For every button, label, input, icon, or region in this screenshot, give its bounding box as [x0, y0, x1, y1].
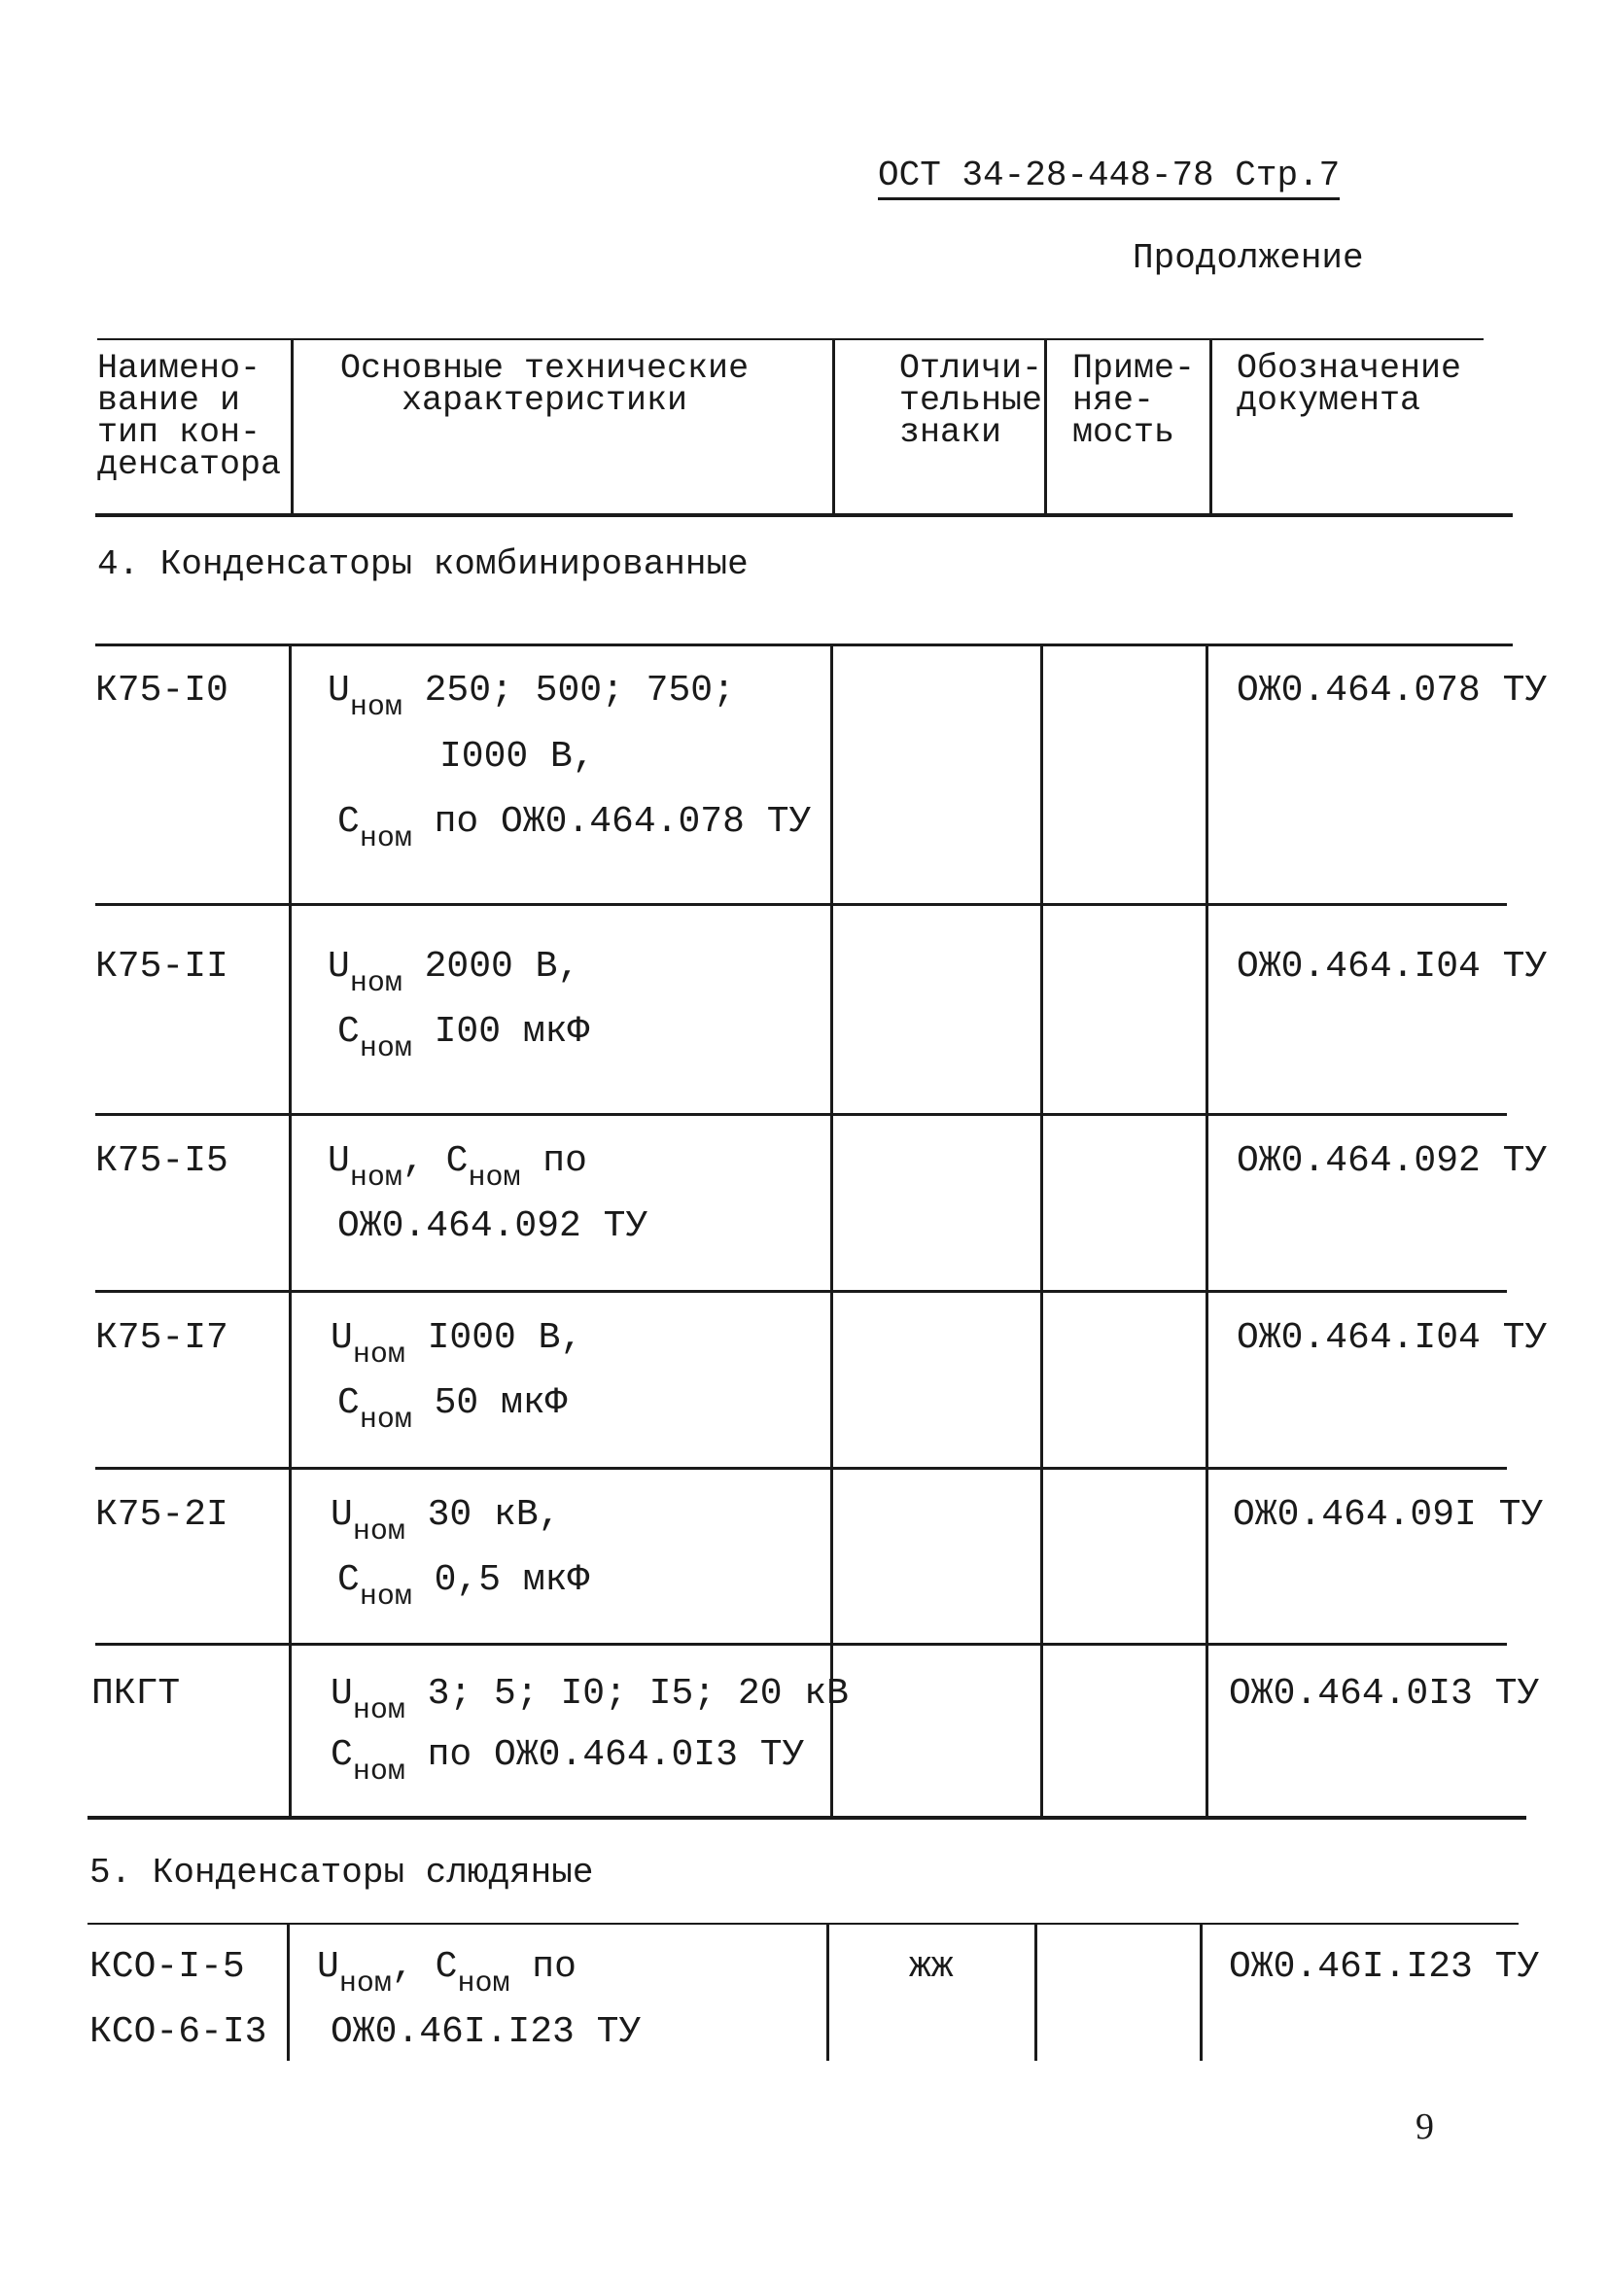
header-divider [291, 340, 294, 515]
spec-line [337, 801, 812, 855]
table-row-name: КСО-I-5 [89, 1946, 245, 1988]
spec-text: 2000 В, [402, 946, 580, 988]
subscript-nominal: ном [352, 1756, 405, 1789]
voltage-symbol: U [331, 1317, 353, 1359]
header-col-document: Обозначение документа [1237, 349, 1462, 420]
table-row-name: К75-II [95, 946, 228, 988]
header-divider [1209, 340, 1212, 515]
spec-text: 0,5 мкФ [411, 1559, 590, 1601]
spec-text: I000 В, [404, 1317, 583, 1359]
subscript-nominal: ном [338, 1967, 392, 2000]
capacitance-symbol: C [337, 1011, 360, 1053]
spec-line [328, 946, 580, 1000]
spec-line [337, 1559, 590, 1614]
subscript-nominal: ном [359, 1032, 412, 1065]
capacitance-symbol: C [331, 1734, 353, 1776]
header-col-marks: Отличи- тельные знаки [899, 349, 1043, 452]
document-code: ОЖ0.464.092 ТУ [1237, 1140, 1548, 1182]
spec-line [331, 1494, 561, 1548]
spec-text: по ОЖ0.464.0I3 ТУ [404, 1734, 805, 1776]
subscript-nominal: ном [349, 967, 402, 1000]
spec-line: I000 В, [439, 736, 595, 778]
voltage-symbol: U [331, 1673, 353, 1715]
document-code: ОЖ0.464.0I3 ТУ [1229, 1673, 1540, 1715]
capacitance-symbol: C [445, 1140, 469, 1182]
document-code: ОЖ0.464.09I ТУ [1233, 1494, 1544, 1536]
section-4-rule [95, 644, 1513, 646]
voltage-symbol: U [328, 670, 350, 712]
table-bottom-rule [87, 1816, 1526, 1820]
section-5-rule [87, 1923, 1519, 1925]
spec-line [337, 1382, 568, 1437]
spec-text: по [520, 1140, 587, 1182]
subscript-nominal: ном [359, 1581, 412, 1614]
document-code: ОЖ0.464.078 ТУ [1237, 670, 1548, 712]
spec-text: по ОЖ0.464.078 ТУ [411, 801, 812, 843]
table-row-name: КСО-6-I3 [89, 2011, 267, 2053]
subscript-nominal: ном [468, 1162, 521, 1195]
capacitance-symbol: C [337, 1382, 360, 1424]
column-divider [826, 1925, 829, 2061]
column-divider [1200, 1925, 1203, 2061]
table-header-bottom-rule [95, 513, 1513, 517]
capacitance-symbol: C [337, 801, 360, 843]
header-col-name: Наимено- вание и тип кон- денсатора [97, 349, 282, 484]
spec-text: по [509, 1946, 577, 1988]
page-number: 9 [1416, 2106, 1434, 2147]
row-divider [95, 1113, 1507, 1116]
separator: , [391, 1946, 414, 1988]
spec-line [337, 1011, 590, 1065]
spec-line [317, 1946, 577, 2000]
spec-text: 50 мкФ [411, 1382, 568, 1424]
spec-line: ОЖ0.464.092 ТУ [337, 1205, 648, 1247]
subscript-nominal: ном [359, 822, 412, 855]
continuation-label: Продолжение [1133, 238, 1364, 278]
subscript-nominal: ном [352, 1515, 405, 1548]
row-divider [95, 903, 1507, 906]
document-code: ОЖ0.46I.I23 ТУ [1229, 1946, 1540, 1988]
separator: , [402, 1140, 425, 1182]
spec-text: I00 мкФ [411, 1011, 590, 1053]
header-col-specs: Основные технические характеристики [340, 349, 750, 420]
voltage-symbol: U [328, 1140, 350, 1182]
header-divider [1044, 340, 1047, 515]
spec-text: 3; 5; I0; I5; 20 кВ [404, 1673, 849, 1715]
table-row-name: К75-I5 [95, 1140, 228, 1182]
row-divider [95, 1643, 1507, 1646]
header-col-usage: Приме- няе- мость [1072, 349, 1196, 452]
spec-line [328, 1140, 587, 1195]
subscript-nominal: ном [349, 691, 402, 724]
subscript-nominal: ном [352, 1339, 405, 1372]
spec-text: 250; 500; 750; [402, 670, 735, 712]
table-top-rule [97, 338, 1484, 340]
spec-line [331, 1673, 849, 1727]
capacitance-symbol: C [337, 1559, 360, 1601]
document-reference: ОСТ 34-28-448-78 Стр.7 [878, 158, 1340, 200]
column-divider [287, 1925, 290, 2061]
table-row-name: К75-I0 [95, 670, 228, 712]
spec-text: 30 кВ, [404, 1494, 561, 1536]
subscript-nominal: ном [457, 1967, 510, 2000]
distinctive-mark: жж [909, 1946, 954, 1988]
voltage-symbol: U [331, 1494, 353, 1536]
row-divider [95, 1290, 1507, 1293]
spec-line [331, 1734, 805, 1789]
document-code: ОЖ0.464.I04 ТУ [1237, 1317, 1548, 1359]
document-code: ОЖ0.464.I04 ТУ [1237, 946, 1548, 988]
header-divider [832, 340, 835, 515]
capacitance-symbol: C [435, 1946, 458, 1988]
table-row-name: ПКГТ [91, 1673, 181, 1715]
spec-line [331, 1317, 583, 1372]
section-5-title: 5. Конденсаторы слюдяные [89, 1853, 594, 1893]
spec-line [328, 670, 735, 724]
section-4-title: 4. Конденсаторы комбинированные [97, 544, 749, 584]
subscript-nominal: ном [349, 1162, 402, 1195]
column-divider [1034, 1925, 1037, 2061]
row-divider [95, 1467, 1507, 1470]
subscript-nominal: ном [352, 1694, 405, 1727]
subscript-nominal: ном [359, 1404, 412, 1437]
table-row-name: К75-I7 [95, 1317, 228, 1359]
voltage-symbol: U [328, 946, 350, 988]
voltage-symbol: U [317, 1946, 339, 1988]
spec-line: ОЖ0.46I.I23 ТУ [331, 2011, 642, 2053]
table-row-name: К75-2I [95, 1494, 228, 1536]
